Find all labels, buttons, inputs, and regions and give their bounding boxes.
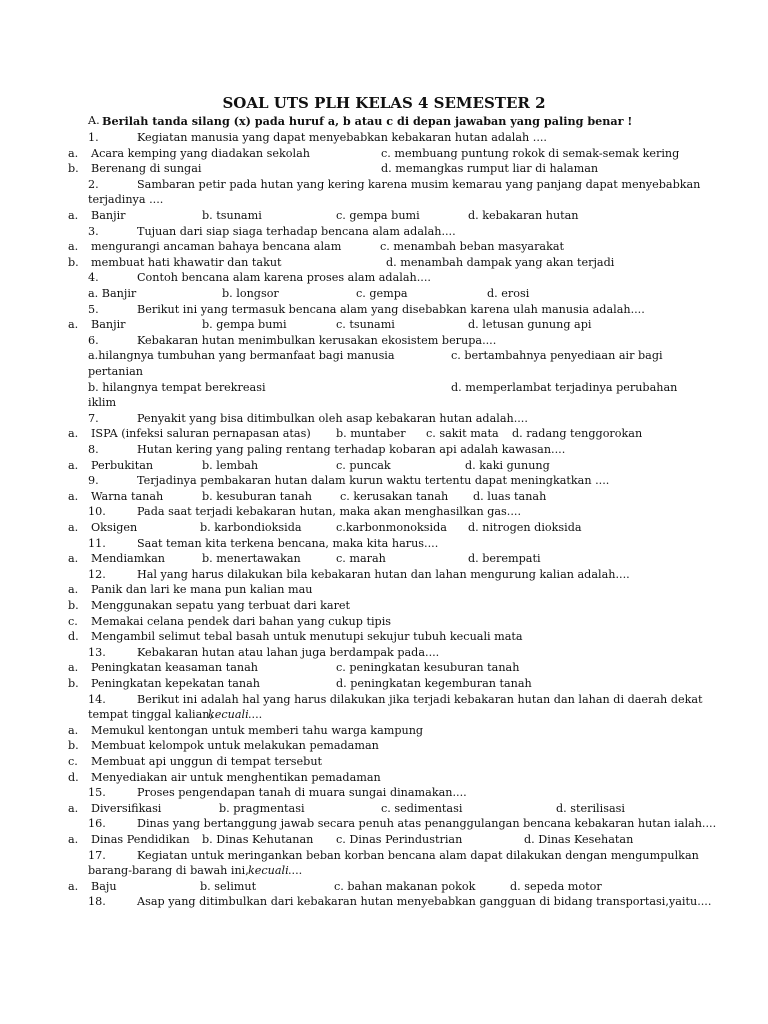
- line-18-label: 7.: [88, 412, 99, 425]
- line-14-text-1: c. bertambahnya penyediaan air bagi: [451, 349, 663, 362]
- line-15-label: pertanian: [88, 365, 143, 378]
- line-27-label: a.: [68, 552, 79, 565]
- line-24-text-1: Pada saat terjadi kebakaran hutan, maka akan menghasilkan gas....: [137, 505, 522, 518]
- line-40-label: c.: [68, 755, 78, 768]
- line-13-text-1: Kebakaran hutan menimbulkan kerusakan ekosistem berupa....: [137, 334, 497, 347]
- line-47-text-1: kecuali: [248, 864, 289, 877]
- line-25-text-4: d. nitrogen dioksida: [468, 521, 582, 534]
- line-49-text-1: Asap yang ditimbulkan dari kebakaran hutan menyebabkan gangguan di bidang transportasi,yaitu....: [137, 895, 712, 908]
- line-1-label: a.: [68, 147, 79, 160]
- line-37-text-2: ....: [248, 708, 263, 721]
- line-45-text-4: d. Dinas Kesehatan: [524, 833, 634, 846]
- line-25-text-1: Oksigen: [91, 521, 138, 534]
- line-29-text-1: Panik dan lari ke mana pun kalian mau: [91, 583, 313, 596]
- line-28-label: 12.: [88, 568, 106, 581]
- line-12-text-2: b. gempa bumi: [202, 318, 287, 331]
- line-36-label: 14.: [88, 693, 106, 706]
- line-43-label: a.: [68, 802, 79, 815]
- line-19-text-3: c. sakit mata: [426, 427, 499, 440]
- line-21-text-1: Perbukitan: [91, 459, 154, 472]
- line-35-text-2: d. peningkatan kegemburan tanah: [336, 677, 532, 690]
- line-44-text-1: Dinas yang bertanggung jawab secara penuh atas penanggulangan bencana kebakaran hutan ialah....: [137, 817, 717, 830]
- line-48-text-1: Baju: [91, 880, 117, 893]
- line-11-text-1: Berikut ini yang termasuk bencana alam yang disebabkan karena ulah manusia adalah....: [137, 303, 645, 316]
- line-27-text-4: d. berempati: [468, 552, 541, 565]
- line-41-text-1: Menyediakan air untuk menghentikan pemadaman: [91, 771, 381, 784]
- line-19-text-2: b. muntaber: [336, 427, 406, 440]
- line-27-text-2: b. menertawakan: [202, 552, 301, 565]
- line-30-text-1: Menggunakan sepatu yang terbuat dari karet: [91, 599, 351, 612]
- line-2-text-1: Berenang di sungai: [91, 162, 202, 175]
- line-48-text-3: c. bahan makanan pokok: [334, 880, 476, 893]
- line-29-label: a.: [68, 583, 79, 596]
- line-10-text-2: c. gempa: [356, 287, 408, 300]
- line-3-label: 2.: [88, 178, 99, 191]
- line-1-text-2: c. membuang puntung rokok di semak-semak kering: [381, 147, 680, 160]
- line-20-label: 8.: [88, 443, 99, 456]
- line-11-label: 5.: [88, 303, 99, 316]
- line-13-label: 6.: [88, 334, 99, 347]
- line-19-text-1: ISPA (infeksi saluran pernapasan atas): [91, 427, 311, 440]
- line-43-text-1: Diversifikasi: [91, 802, 162, 815]
- line-25-text-3: c.karbonmonoksida: [336, 521, 447, 534]
- line-43-text-3: c. sedimentasi: [381, 802, 463, 815]
- line-47-label: barang-barang di bawah ini,: [88, 864, 249, 877]
- line-28-text-1: Hal yang harus dilakukan bila kebakaran hutan dan lahan mengurung kalian adalah....: [137, 568, 630, 581]
- line-12-text-1: Banjir: [91, 318, 126, 331]
- line-8-label: b.: [68, 256, 79, 269]
- line-6-label: 3.: [88, 225, 99, 238]
- line-23-text-4: d. luas tanah: [473, 490, 547, 503]
- line-23-text-3: c. kerusakan tanah: [340, 490, 449, 503]
- line-5-text-2: b. tsunami: [202, 209, 262, 222]
- line-27-text-3: c. marah: [336, 552, 386, 565]
- line-34-label: a.: [68, 661, 79, 674]
- line-31-text-1: Memakai celana pendek dari bahan yang cukup tipis: [91, 615, 392, 628]
- line-36-text-1: Berikut ini adalah hal yang harus dilakukan jika terjadi kebakaran hutan dan lahan di daerah dekat: [137, 693, 703, 706]
- line-21-text-4: d. kaki gunung: [465, 459, 550, 472]
- line-12-text-3: c. tsunami: [336, 318, 395, 331]
- line-22-text-1: Terjadinya pembakaran hutan dalam kurun waktu tertentu dapat meningkatkan ....: [137, 474, 610, 487]
- line-35-label: b.: [68, 677, 79, 690]
- line-10-text-3: d. erosi: [487, 287, 530, 300]
- line-26-label: 11.: [88, 537, 106, 550]
- line-45-text-3: c. Dinas Perindustrian: [336, 833, 463, 846]
- line-38-text-1: Memukul kentongan untuk memberi tahu warga kampung: [91, 724, 424, 737]
- line-0-label: 1.: [88, 131, 99, 144]
- line-23-text-2: b. kesuburan tanah: [202, 490, 313, 503]
- line-43-text-2: b. pragmentasi: [219, 802, 305, 815]
- line-16-text-1: d. memperlambat terjadinya perubahan: [451, 381, 678, 394]
- line-21-text-2: b. lembah: [202, 459, 259, 472]
- line-39-text-1: Membuat kelompok untuk melakukan pemadaman: [91, 739, 379, 752]
- line-9-label: 4.: [88, 271, 99, 284]
- line-32-label: d.: [68, 630, 79, 643]
- line-12-text-4: d. letusan gunung api: [468, 318, 592, 331]
- line-20-text-1: Hutan kering yang paling rentang terhadap kobaran api adalah kawasan....: [137, 443, 566, 456]
- line-32-text-1: Mengambil selimut tebal basah untuk menutupi sekujur tubuh kecuali mata: [91, 630, 523, 643]
- line-5-text-1: Banjir: [91, 209, 126, 222]
- line-43-text-4: d. sterilisasi: [556, 802, 625, 815]
- line-42-label: 15.: [88, 786, 106, 799]
- line-8-text-2: d. menambah dampak yang akan terjadi: [386, 256, 615, 269]
- line-1-text-1: Acara kemping yang diadakan sekolah: [91, 147, 310, 160]
- line-23-text-1: Warna tanah: [91, 490, 164, 503]
- line-30-label: b.: [68, 599, 79, 612]
- line-2-label: b.: [68, 162, 79, 175]
- line-33-label: 13.: [88, 646, 106, 659]
- line-6-text-1: Tujuan dari siap siaga terhadap bencana alam adalah....: [137, 225, 456, 238]
- line-33-text-1: Kebakaran hutan atau lahan juga berdampak pada....: [137, 646, 440, 659]
- line-48-text-4: d. sepeda motor: [510, 880, 602, 893]
- line-24-label: 10.: [88, 505, 106, 518]
- line-5-text-4: d. kebakaran hutan: [468, 209, 579, 222]
- line-7-text-1: mengurangi ancaman bahaya bencana alam: [91, 240, 342, 253]
- line-26-text-1: Saat teman kita terkena bencana, maka kita harus....: [137, 537, 439, 550]
- line-19-text-4: d. radang tenggorokan: [512, 427, 643, 440]
- line-49-label: 18.: [88, 895, 106, 908]
- line-17-label: iklim: [88, 396, 117, 409]
- line-44-label: 16.: [88, 817, 106, 830]
- line-7-text-2: c. menambah beban masyarakat: [380, 240, 565, 253]
- instruction-text: Berilah tanda silang (x) pada huruf a, b atau c di depan jawaban yang paling benar !: [102, 114, 633, 128]
- line-10-label: a. Banjir: [88, 287, 137, 300]
- line-21-label: a.: [68, 459, 79, 472]
- line-34-text-1: Peningkatan keasaman tanah: [91, 661, 258, 674]
- line-47-text-2: ....: [288, 864, 303, 877]
- line-14-label: a.hilangnya tumbuhan yang bermanfaat bagi manusia: [88, 349, 395, 362]
- line-42-text-1: Proses pengendapan tanah di muara sungai dinamakan....: [137, 786, 467, 799]
- line-22-label: 9.: [88, 474, 99, 487]
- instruction-prefix: A.: [88, 114, 100, 127]
- line-40-text-1: Membuat api unggun di tempat tersebut: [91, 755, 323, 768]
- line-45-text-2: b. Dinas Kehutanan: [202, 833, 314, 846]
- page-title: SOAL UTS PLH KELAS 4 SEMESTER 2: [222, 94, 546, 112]
- line-46-text-1: Kegiatan untuk meringankan beban korban bencana alam dapat dilakukan dengan mengumpulkan: [137, 849, 699, 862]
- line-35-text-1: Peningkatan kepekatan tanah: [91, 677, 260, 690]
- line-45-label: a.: [68, 833, 79, 846]
- line-45-text-1: Dinas Pendidikan: [91, 833, 190, 846]
- line-5-text-3: c. gempa bumi: [336, 209, 420, 222]
- line-25-text-2: b. karbondioksida: [200, 521, 302, 534]
- line-9-text-1: Contoh bencana alam karena proses alam adalah....: [137, 271, 431, 284]
- line-19-label: a.: [68, 427, 79, 440]
- line-4-label: terjadinya ....: [88, 193, 164, 206]
- line-16-label: b. hilangnya tempat berekreasi: [88, 381, 266, 394]
- line-48-text-2: b. selimut: [200, 880, 257, 893]
- line-18-text-1: Penyakit yang bisa ditimbulkan oleh asap kebakaran hutan adalah....: [137, 412, 528, 425]
- line-23-label: a.: [68, 490, 79, 503]
- line-7-label: a.: [68, 240, 79, 253]
- line-2-text-2: d. memangkas rumput liar di halaman: [381, 162, 599, 175]
- line-25-label: a.: [68, 521, 79, 534]
- line-21-text-3: c. puncak: [336, 459, 391, 472]
- line-38-label: a.: [68, 724, 79, 737]
- line-8-text-1: membuat hati khawatir dan takut: [91, 256, 282, 269]
- line-3-text-1: Sambaran petir pada hutan yang kering karena musim kemarau yang panjang dapat menyebabkan: [137, 178, 701, 191]
- line-48-label: a.: [68, 880, 79, 893]
- line-41-label: d.: [68, 771, 79, 784]
- line-37-label: tempat tinggal kalian,: [88, 708, 214, 721]
- line-0-text-1: Kegiatan manusia yang dapat menyebabkan kebakaran hutan adalah ....: [137, 131, 547, 144]
- line-46-label: 17.: [88, 849, 106, 862]
- line-12-label: a.: [68, 318, 79, 331]
- line-27-text-1: Mendiamkan: [91, 552, 165, 565]
- line-39-label: b.: [68, 739, 79, 752]
- line-5-label: a.: [68, 209, 79, 222]
- line-31-label: c.: [68, 615, 78, 628]
- line-37-text-1: kecuali: [208, 708, 249, 721]
- line-10-text-1: b. longsor: [222, 287, 279, 300]
- line-34-text-2: c. peningkatan kesuburan tanah: [336, 661, 520, 674]
